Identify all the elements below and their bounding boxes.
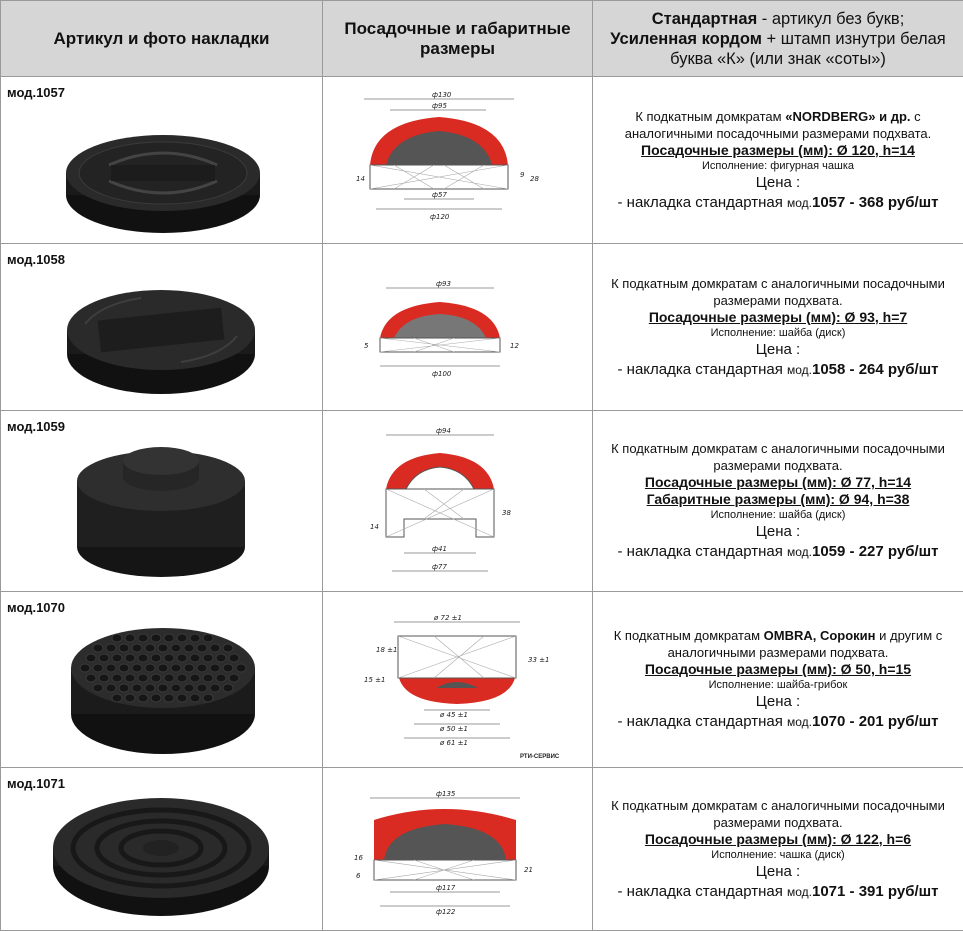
drawing-cell [323, 592, 593, 768]
price-line [593, 193, 963, 213]
rti-service-logo: РТИ-СЕРВИС [520, 754, 560, 760]
price-line [593, 712, 963, 732]
photo-cell [1, 768, 323, 931]
stud [164, 634, 174, 642]
header-variant [593, 1, 963, 77]
description-cell [593, 77, 963, 244]
desc-text: и другим с аналогичными размерами подхвата. [668, 628, 943, 660]
table-row [1, 244, 963, 411]
model-label: мод.1058 [7, 252, 65, 267]
price-label: Цена : [593, 173, 963, 193]
price-label: Цена : [593, 862, 963, 882]
stud [184, 644, 194, 652]
dim-label: 15 ±1 [364, 676, 385, 684]
stud [171, 684, 181, 692]
stud [197, 684, 207, 692]
description: К подкатным домкратам с аналогичными посадочными размерами подхвата. [593, 275, 963, 309]
price-text: - накладка стандартная [618, 361, 788, 378]
stud [145, 684, 155, 692]
dimension-drawing-1070 [324, 592, 592, 767]
dim-label: 14 [370, 523, 379, 531]
stud [190, 654, 200, 662]
pad-photo-1057 [1, 77, 321, 243]
stud [197, 664, 207, 672]
stud [145, 664, 155, 672]
execution: Исполнение: фигурная чашка [593, 159, 963, 173]
price-value: 1059 - 227 руб/шт [812, 543, 938, 560]
dim-label: 9 [520, 171, 525, 179]
seat-size: Посадочные размеры (мм): Ø 120, h=14 [593, 142, 963, 159]
dimension-drawing-1071 [324, 768, 592, 930]
stud [177, 654, 187, 662]
price-text: - накладка стандартная [618, 194, 788, 211]
stud [132, 684, 142, 692]
stud [119, 684, 129, 692]
dim-label: 14 [356, 175, 365, 183]
header-reinf-bold: Усиленная кордом [610, 30, 762, 48]
dim-label: 33 ±1 [528, 656, 549, 664]
dimension-drawing-1058 [324, 244, 592, 410]
stud [99, 674, 109, 682]
dim-label: ø 50 ±1 [439, 725, 468, 733]
stud [112, 694, 122, 702]
header-std-rest: - артикул без букв; [757, 10, 904, 28]
description-cell [593, 768, 963, 931]
stud [119, 644, 129, 652]
photo-cell [1, 411, 323, 592]
table-row [1, 592, 963, 768]
desc-bold: «NORDBERG» и др. [785, 109, 910, 124]
price-line [593, 360, 963, 380]
seat-size: Посадочные размеры (мм): Ø 77, h=14 [593, 474, 963, 491]
table-header-row [1, 1, 963, 77]
dim-label: ф57 [432, 191, 447, 199]
dim-label: ф93 [436, 280, 451, 288]
execution: Исполнение: чашка (диск) [593, 848, 963, 862]
drawing-cell [323, 77, 593, 244]
stud [210, 644, 220, 652]
stud [151, 694, 161, 702]
dim-label: 16 [354, 854, 363, 862]
stud [190, 694, 200, 702]
execution: Исполнение: шайба (диск) [593, 326, 963, 340]
desc-text: К подкатным домкратам [614, 628, 764, 643]
dim-label: 6 [356, 872, 361, 880]
model-label: мод.1071 [7, 776, 65, 791]
stud [93, 684, 103, 692]
header-dimensions: Посадочные и габаритные размеры [323, 1, 593, 77]
dim-label: ф94 [436, 427, 451, 435]
stud [203, 674, 213, 682]
stud [203, 694, 213, 702]
price-label: Цена : [593, 340, 963, 360]
dim-label: ф100 [432, 370, 452, 378]
stud [203, 634, 213, 642]
pad-photo-1059 [1, 411, 321, 591]
stud [190, 634, 200, 642]
pad-photo-1070 [1, 592, 321, 767]
dim-label: ф41 [432, 545, 447, 553]
pad-photo-1071 [1, 768, 321, 930]
price-value: 1070 - 201 руб/шт [812, 713, 938, 730]
stud [216, 674, 226, 682]
stud [145, 644, 155, 652]
header-reinf-rest: + штамп изнутри белая буква «К» (или знак «соты») [670, 30, 946, 68]
drawing-cell [323, 411, 593, 592]
description [593, 627, 963, 661]
stud [223, 664, 233, 672]
dim-label: 28 [530, 175, 539, 183]
stud [171, 644, 181, 652]
stud [210, 664, 220, 672]
stud [125, 674, 135, 682]
dim-label: ф135 [436, 790, 456, 798]
stud [184, 664, 194, 672]
stud [112, 654, 122, 662]
drawing-cell [323, 244, 593, 411]
price-value: 1058 - 264 руб/шт [812, 361, 938, 378]
stud [80, 664, 90, 672]
price-text: - накладка стандартная [618, 543, 788, 560]
dim-label: 12 [510, 342, 519, 350]
stud [190, 674, 200, 682]
execution: Исполнение: шайба (диск) [593, 508, 963, 522]
stud [93, 664, 103, 672]
stud [229, 674, 239, 682]
description-cell [593, 244, 963, 411]
price-mod: мод. [787, 196, 812, 210]
dim-label: ф122 [436, 908, 456, 916]
model-label: мод.1057 [7, 85, 65, 100]
stud [125, 654, 135, 662]
dim-label: ø 72 ±1 [433, 614, 462, 622]
price-mod: мод. [787, 363, 812, 377]
stud [158, 684, 168, 692]
dim-label: ф120 [430, 213, 450, 221]
price-label: Цена : [593, 692, 963, 712]
stud [164, 654, 174, 662]
seat-size: Посадочные размеры (мм): Ø 93, h=7 [593, 309, 963, 326]
dim-label: ф117 [436, 884, 456, 892]
stud [216, 654, 226, 662]
price-text: - накладка стандартная [618, 713, 788, 730]
stud [223, 684, 233, 692]
dim-label: ф130 [432, 91, 452, 99]
stud [106, 644, 116, 652]
stud [184, 684, 194, 692]
stud [138, 674, 148, 682]
stud [229, 654, 239, 662]
desc-bold: OMBRA, Сорокин [764, 628, 876, 643]
description: К подкатным домкратам с аналогичными посадочными размерами подхвата. [593, 440, 963, 474]
stud [158, 664, 168, 672]
stud [125, 634, 135, 642]
stud [86, 654, 96, 662]
dim-label: 5 [364, 342, 369, 350]
stud [151, 654, 161, 662]
dimension-drawing-1059 [324, 411, 592, 591]
table-row [1, 77, 963, 244]
execution: Исполнение: шайба-грибок [593, 678, 963, 692]
stud [171, 664, 181, 672]
model-label: мод.1070 [7, 600, 65, 615]
stud [177, 674, 187, 682]
stud [132, 644, 142, 652]
price-text: - накладка стандартная [618, 883, 788, 900]
stud [132, 664, 142, 672]
stud [106, 664, 116, 672]
header-std-bold: Стандартная [652, 10, 758, 28]
dim-label: ø 45 ±1 [439, 711, 468, 719]
photo-cell [1, 244, 323, 411]
drawing-cell [323, 768, 593, 931]
header-article-photo: Артикул и фото накладки [1, 1, 323, 77]
stud [119, 664, 129, 672]
stud [112, 674, 122, 682]
stud [138, 654, 148, 662]
stud [164, 694, 174, 702]
price-mod: мод. [787, 885, 812, 899]
seat-size: Посадочные размеры (мм): Ø 122, h=6 [593, 831, 963, 848]
pad-photo-1058 [1, 244, 321, 410]
stud [158, 644, 168, 652]
stud [177, 634, 187, 642]
dim-label: 38 [502, 509, 511, 517]
description-cell [593, 592, 963, 768]
description: К подкатным домкратам с аналогичными посадочными размерами подхвата. [593, 797, 963, 831]
stud [106, 684, 116, 692]
dimension-drawing-1057 [324, 77, 592, 243]
price-line [593, 542, 963, 562]
table-row [1, 768, 963, 931]
stud [151, 674, 161, 682]
stud [138, 694, 148, 702]
stud [236, 664, 246, 672]
description [593, 108, 963, 142]
desc-text: К подкатным домкратам [635, 109, 785, 124]
stud [99, 654, 109, 662]
table-row [1, 411, 963, 592]
price-label: Цена : [593, 522, 963, 542]
stud [197, 644, 207, 652]
photo-cell [1, 592, 323, 768]
seat-size: Посадочные размеры (мм): Ø 50, h=15 [593, 661, 963, 678]
photo-cell [1, 77, 323, 244]
stud [125, 694, 135, 702]
dim-label: 18 ±1 [376, 646, 397, 654]
price-line [593, 882, 963, 902]
description-cell [593, 411, 963, 592]
dim-label: ф95 [432, 102, 447, 110]
stud [210, 684, 220, 692]
stud [177, 694, 187, 702]
dim-label: ø 61 ±1 [439, 739, 468, 747]
stud [203, 654, 213, 662]
stud [93, 644, 103, 652]
price-value: 1071 - 391 руб/шт [812, 883, 938, 900]
desc-text: с аналогичными посадочными размерами подхвата. [625, 109, 931, 141]
stud [112, 634, 122, 642]
stud [151, 634, 161, 642]
stud [138, 634, 148, 642]
dim-label: 21 [524, 866, 533, 874]
price-value: 1057 - 368 руб/шт [812, 194, 938, 211]
stud [223, 644, 233, 652]
dim-label: ф77 [432, 563, 447, 571]
stud [164, 674, 174, 682]
price-mod: мод. [787, 715, 812, 729]
price-mod: мод. [787, 545, 812, 559]
overall-size: Габаритные размеры (мм): Ø 94, h=38 [593, 491, 963, 508]
model-label: мод.1059 [7, 419, 65, 434]
stud [86, 674, 96, 682]
